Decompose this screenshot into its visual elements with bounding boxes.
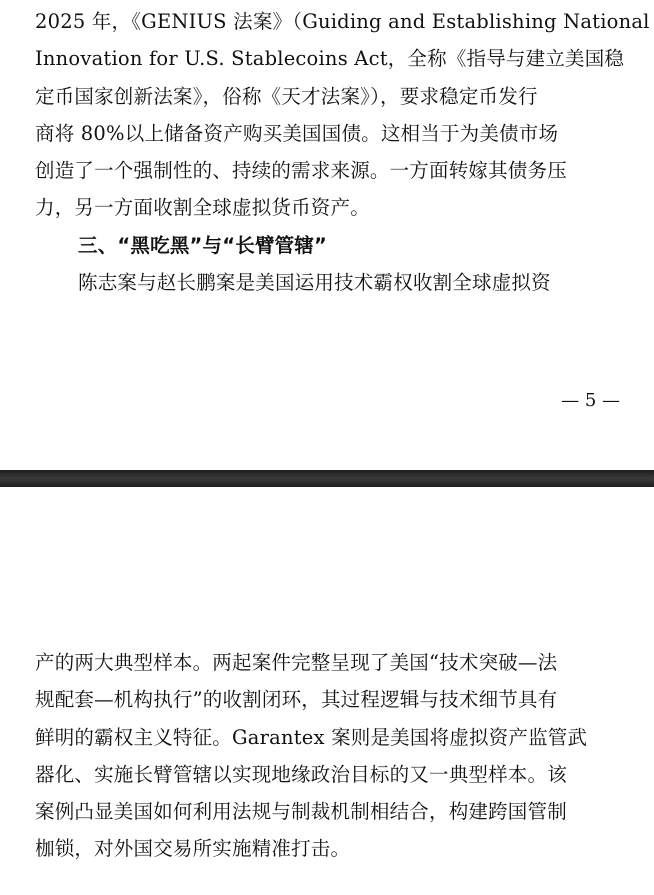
text-line: 商将 80%以上储备资产购买美国国债。这相当于为美债市场	[35, 121, 559, 145]
paragraph-continuation	[35, 644, 625, 868]
text-line: 定币国家创新法案》，俗称《天才法案》），要求稳定币发行	[35, 84, 538, 108]
section-heading: 三、“黑吃黑”与“长臂管辖”	[78, 233, 328, 257]
paragraph-genius-act	[35, 3, 650, 301]
text-line: 创造了一个强制性的、持续的需求来源。一方面转嫁其债务压	[35, 159, 567, 183]
text-line: 规配套—机构执行”的收割闭环，其过程逻辑与技术细节具有	[35, 688, 558, 712]
text-line: 枷锁，对外国交易所实施精准打击。	[35, 837, 351, 861]
text-line: Innovation for U.S. Stablecoins Act，全称《指导与建立美国稳	[35, 47, 625, 71]
text-line: 鲜明的霸权主义特征。Garantex 案则是美国将虚拟资产监管武	[35, 725, 588, 749]
text-line: 力，另一方面收割全球虚拟货币资产。	[35, 196, 370, 220]
text-line: 2025 年，《GENIUS 法案》（Guiding and Establishing National	[35, 10, 650, 33]
text-line: 陈志案与赵长鹏案是美国运用技术霸权收割全球虚拟资	[78, 271, 551, 295]
page-separator	[0, 470, 654, 487]
text-line: 案例凸显美国如何利用法规与制裁机制相结合，构建跨国管制	[35, 800, 567, 824]
text-line: 器化、实施长臂管辖以实现地缘政治目标的又一典型样本。该	[35, 762, 567, 786]
page-separator-shade	[0, 470, 654, 487]
text-line: 产的两大典型样本。两起案件完整呈现了美国“技术突破—法	[35, 651, 558, 674]
document-page-bottom	[0, 487, 654, 895]
page-number: — 5 —	[561, 390, 620, 411]
